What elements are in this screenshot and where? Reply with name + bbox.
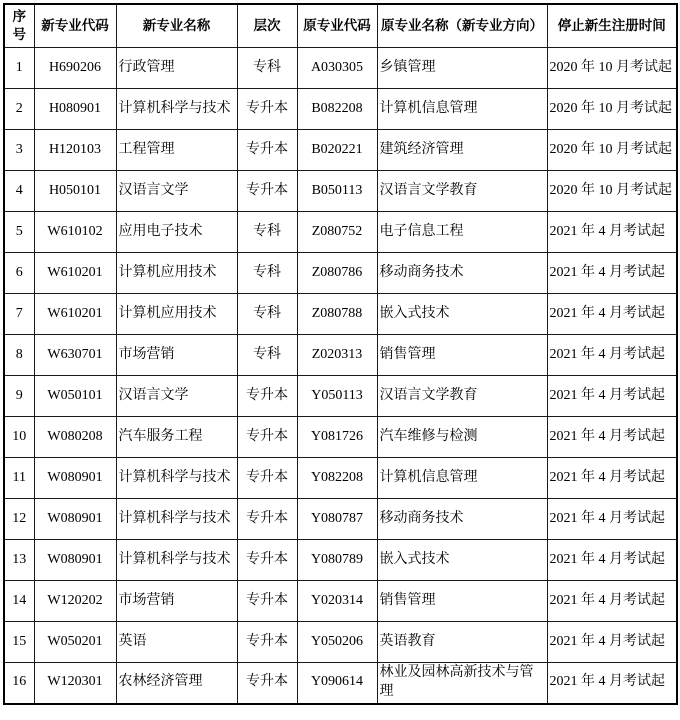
cell-stop-registration-time: 2020 年 10 月考试起 <box>547 89 677 130</box>
cell-old-major-code: Y050206 <box>297 622 377 663</box>
table-row <box>4 294 677 335</box>
cell-old-major-code: Y090614 <box>297 663 377 704</box>
cell-new-major-name: 英语 <box>116 622 237 663</box>
cell-new-major-code: H690206 <box>34 48 116 89</box>
table-row <box>4 171 677 212</box>
column-header-stop-registration-time: 停止新生注册时间 <box>547 4 677 48</box>
cell-stop-registration-time: 2021 年 4 月考试起 <box>547 663 677 704</box>
table-row <box>4 581 677 622</box>
cell-stop-registration-time: 2021 年 4 月考试起 <box>547 253 677 294</box>
cell-old-major-code: Z080786 <box>297 253 377 294</box>
cell-new-major-code: W080208 <box>34 417 116 458</box>
cell-level: 专升本 <box>237 376 297 417</box>
table-row <box>4 663 677 704</box>
cell-row-number: 13 <box>4 540 34 581</box>
cell-old-major-code: Z020313 <box>297 335 377 376</box>
cell-old-major-code: Y050113 <box>297 376 377 417</box>
table-body <box>4 48 677 704</box>
cell-new-major-name: 工程管理 <box>116 130 237 171</box>
cell-new-major-name: 汽车服务工程 <box>116 417 237 458</box>
column-header-old-major-name: 原专业名称（新专业方向） <box>377 4 547 48</box>
cell-stop-registration-time: 2021 年 4 月考试起 <box>547 294 677 335</box>
cell-stop-registration-time: 2021 年 4 月考试起 <box>547 581 677 622</box>
cell-row-number: 10 <box>4 417 34 458</box>
cell-row-number: 9 <box>4 376 34 417</box>
cell-old-major-code: Y080789 <box>297 540 377 581</box>
cell-old-major-code: A030305 <box>297 48 377 89</box>
cell-level: 专升本 <box>237 663 297 704</box>
cell-old-major-name: 移动商务技术 <box>377 499 547 540</box>
cell-new-major-code: W610102 <box>34 212 116 253</box>
cell-new-major-name: 计算机科学与技术 <box>116 540 237 581</box>
cell-new-major-name: 汉语言文学 <box>116 171 237 212</box>
table-row <box>4 458 677 499</box>
cell-level: 专升本 <box>237 89 297 130</box>
cell-new-major-code: W120301 <box>34 663 116 704</box>
cell-new-major-code: W610201 <box>34 294 116 335</box>
cell-old-major-code: Y020314 <box>297 581 377 622</box>
cell-row-number: 16 <box>4 663 34 704</box>
cell-new-major-name: 农林经济管理 <box>116 663 237 704</box>
table-row <box>4 376 677 417</box>
cell-level: 专科 <box>237 48 297 89</box>
cell-old-major-code: B082208 <box>297 89 377 130</box>
column-header-row-number: 序号 <box>4 4 34 48</box>
cell-new-major-code: H050101 <box>34 171 116 212</box>
cell-old-major-name: 汽车维修与检测 <box>377 417 547 458</box>
cell-old-major-name: 销售管理 <box>377 581 547 622</box>
cell-level: 专升本 <box>237 171 297 212</box>
cell-old-major-name: 英语教育 <box>377 622 547 663</box>
cell-row-number: 5 <box>4 212 34 253</box>
cell-new-major-name: 行政管理 <box>116 48 237 89</box>
cell-new-major-code: W120202 <box>34 581 116 622</box>
cell-row-number: 4 <box>4 171 34 212</box>
cell-stop-registration-time: 2021 年 4 月考试起 <box>547 622 677 663</box>
cell-stop-registration-time: 2021 年 4 月考试起 <box>547 335 677 376</box>
cell-row-number: 6 <box>4 253 34 294</box>
cell-new-major-code: H080901 <box>34 89 116 130</box>
cell-stop-registration-time: 2021 年 4 月考试起 <box>547 540 677 581</box>
table-row <box>4 253 677 294</box>
column-header-level: 层次 <box>237 4 297 48</box>
cell-stop-registration-time: 2021 年 4 月考试起 <box>547 376 677 417</box>
table-row <box>4 89 677 130</box>
cell-level: 专科 <box>237 212 297 253</box>
cell-level: 专科 <box>237 253 297 294</box>
cell-row-number: 14 <box>4 581 34 622</box>
table-row <box>4 499 677 540</box>
cell-new-major-name: 计算机科学与技术 <box>116 499 237 540</box>
cell-level: 专升本 <box>237 581 297 622</box>
cell-old-major-code: B020221 <box>297 130 377 171</box>
cell-old-major-name: 建筑经济管理 <box>377 130 547 171</box>
cell-row-number: 8 <box>4 335 34 376</box>
column-header-old-major-code: 原专业代码 <box>297 4 377 48</box>
cell-row-number: 15 <box>4 622 34 663</box>
cell-old-major-name: 汉语言文学教育 <box>377 171 547 212</box>
cell-stop-registration-time: 2020 年 10 月考试起 <box>547 130 677 171</box>
cell-new-major-code: W080901 <box>34 540 116 581</box>
cell-new-major-code: W610201 <box>34 253 116 294</box>
cell-new-major-name: 市场营销 <box>116 335 237 376</box>
cell-old-major-name: 电子信息工程 <box>377 212 547 253</box>
cell-new-major-name: 市场营销 <box>116 581 237 622</box>
column-header-new-major-name: 新专业名称 <box>116 4 237 48</box>
cell-row-number: 7 <box>4 294 34 335</box>
cell-stop-registration-time: 2020 年 10 月考试起 <box>547 48 677 89</box>
cell-row-number: 12 <box>4 499 34 540</box>
cell-new-major-name: 计算机应用技术 <box>116 294 237 335</box>
column-header-new-major-code: 新专业代码 <box>34 4 116 48</box>
cell-stop-registration-time: 2021 年 4 月考试起 <box>547 212 677 253</box>
cell-stop-registration-time: 2021 年 4 月考试起 <box>547 499 677 540</box>
cell-level: 专升本 <box>237 130 297 171</box>
cell-row-number: 11 <box>4 458 34 499</box>
table-row <box>4 130 677 171</box>
cell-level: 专科 <box>237 335 297 376</box>
cell-level: 专升本 <box>237 458 297 499</box>
cell-old-major-name: 嵌入式技术 <box>377 540 547 581</box>
cell-new-major-code: W080901 <box>34 458 116 499</box>
cell-old-major-code: Y080787 <box>297 499 377 540</box>
cell-level: 专升本 <box>237 540 297 581</box>
cell-new-major-code: W630701 <box>34 335 116 376</box>
cell-old-major-name: 嵌入式技术 <box>377 294 547 335</box>
cell-level: 专升本 <box>237 417 297 458</box>
cell-stop-registration-time: 2021 年 4 月考试起 <box>547 458 677 499</box>
cell-new-major-name: 应用电子技术 <box>116 212 237 253</box>
majors-change-table <box>3 3 678 705</box>
cell-new-major-code: W080901 <box>34 499 116 540</box>
cell-old-major-name: 移动商务技术 <box>377 253 547 294</box>
cell-level: 专升本 <box>237 499 297 540</box>
cell-new-major-code: W050201 <box>34 622 116 663</box>
table-row <box>4 48 677 89</box>
cell-new-major-name: 汉语言文学 <box>116 376 237 417</box>
cell-old-major-name: 林业及园林高新技术与管理 <box>377 663 547 704</box>
cell-old-major-code: Z080788 <box>297 294 377 335</box>
cell-old-major-code: B050113 <box>297 171 377 212</box>
cell-new-major-name: 计算机应用技术 <box>116 253 237 294</box>
cell-old-major-name: 乡镇管理 <box>377 48 547 89</box>
table-row <box>4 417 677 458</box>
table-row <box>4 540 677 581</box>
cell-level: 专科 <box>237 294 297 335</box>
cell-level: 专升本 <box>237 622 297 663</box>
cell-old-major-name: 销售管理 <box>377 335 547 376</box>
cell-row-number: 3 <box>4 130 34 171</box>
cell-old-major-name: 计算机信息管理 <box>377 458 547 499</box>
cell-new-major-code: H120103 <box>34 130 116 171</box>
table-row <box>4 622 677 663</box>
table-row <box>4 212 677 253</box>
cell-stop-registration-time: 2021 年 4 月考试起 <box>547 417 677 458</box>
cell-row-number: 2 <box>4 89 34 130</box>
header-row <box>4 4 677 48</box>
cell-old-major-name: 汉语言文学教育 <box>377 376 547 417</box>
cell-stop-registration-time: 2020 年 10 月考试起 <box>547 171 677 212</box>
cell-new-major-code: W050101 <box>34 376 116 417</box>
cell-row-number: 1 <box>4 48 34 89</box>
cell-old-major-code: Y082208 <box>297 458 377 499</box>
cell-new-major-name: 计算机科学与技术 <box>116 89 237 130</box>
cell-new-major-name: 计算机科学与技术 <box>116 458 237 499</box>
cell-old-major-code: Y081726 <box>297 417 377 458</box>
cell-old-major-name: 计算机信息管理 <box>377 89 547 130</box>
table-row <box>4 335 677 376</box>
cell-old-major-code: Z080752 <box>297 212 377 253</box>
